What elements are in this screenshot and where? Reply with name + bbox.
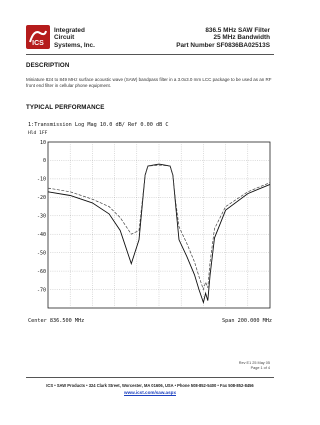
chart-grid: [48, 142, 270, 308]
company-name: [54, 27, 95, 49]
chart-span-text: Span 200.000 MHz: [222, 318, 272, 324]
footer-rule: [26, 377, 274, 378]
product-title: [176, 27, 270, 49]
page-number: Page 1 of 4: [250, 366, 270, 370]
y-tick-label: 10: [39, 139, 46, 146]
company-logo: [26, 25, 50, 49]
y-tick-label: -30: [36, 213, 46, 220]
chart-y-labels: [37, 140, 46, 294]
series-line-2: [48, 165, 270, 290]
y-tick-label: 0: [42, 158, 46, 165]
product-line-2: 25 MHz Bandwidth: [213, 34, 270, 42]
chart-status: Hld 1FF: [28, 131, 48, 136]
company-line-3: Systems, Inc.: [54, 41, 95, 49]
y-tick-label: -40: [36, 232, 46, 239]
chart-svg: [26, 118, 274, 328]
chart-lines: [48, 164, 270, 302]
chart-center-text: Center 836.500 MHz: [28, 318, 85, 324]
y-tick-label: -20: [36, 195, 46, 202]
performance-heading: TYPICAL PERFORMANCE: [26, 104, 105, 111]
description-text: Miniature 824 to 849 MHz surface acoustic wave (SAW) bandpass filter in a 3.0x3.0 mm LCC package to be used as an RF front end filter in cellular phone equipment.: [26, 77, 272, 88]
y-tick-label: -60: [36, 268, 46, 275]
y-tick-label: -50: [36, 250, 46, 257]
chart-header: 1:Transmission Log Mag 10.0 dB/ Ref 0.00 dB C: [28, 122, 169, 128]
svg-text:ICS: ICS: [32, 40, 44, 47]
revision-text: Rev E1 25 May 05: [238, 361, 270, 365]
footer-address: ICS • SAW Products • 324 Clark Street, Worcester, MA 01606, USA • Phone 508-852-5400 • Fax 508-852-8456: [46, 383, 254, 388]
company-line-1: Integrated: [54, 27, 85, 34]
footer-url-link[interactable]: www.icst.com/saw.aspx: [124, 390, 176, 395]
y-tick-label: -70: [36, 287, 46, 294]
y-tick-label: -10: [36, 176, 46, 183]
company-line-2: Circuit: [54, 34, 75, 42]
series-line-1: [48, 164, 270, 302]
header-rule: [26, 54, 274, 55]
performance-chart: [26, 118, 274, 333]
description-heading: DESCRIPTION: [26, 62, 70, 69]
product-part-number: Part Number SF0836BA02513S: [176, 41, 270, 49]
product-line-1: 836.5 MHz SAW Filter: [205, 27, 270, 34]
